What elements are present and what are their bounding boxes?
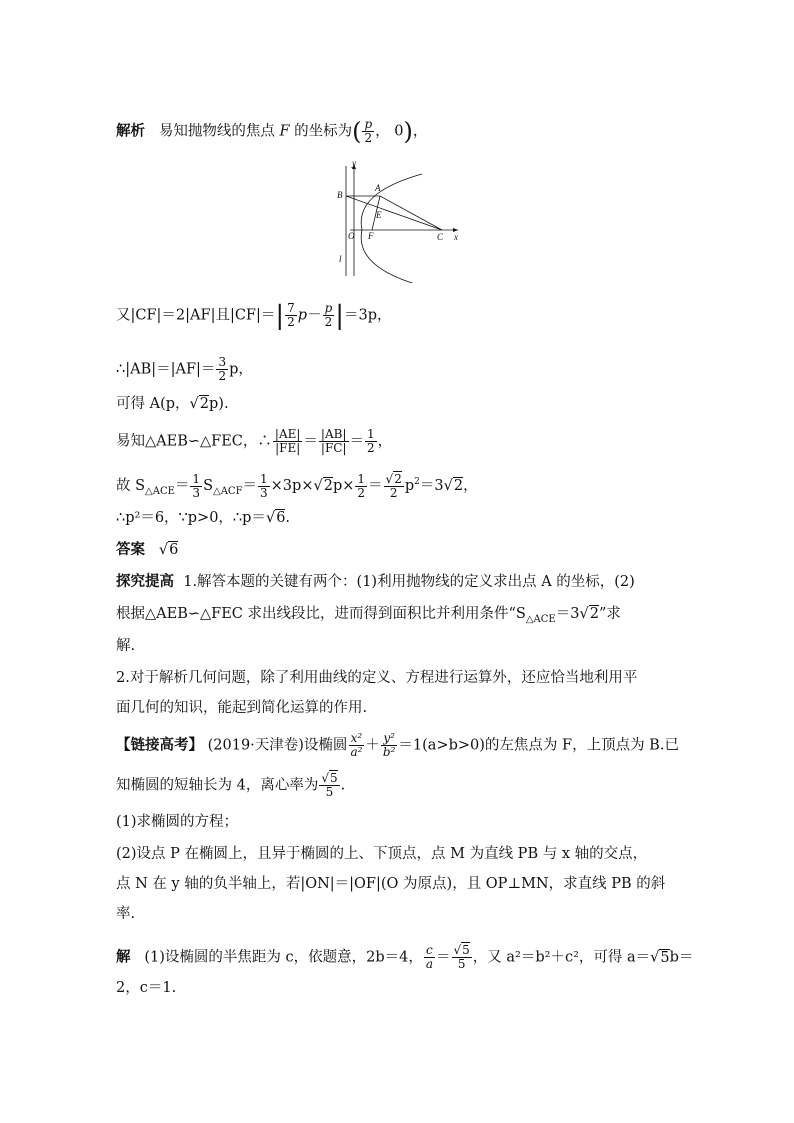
link-line-2: 知椭圆的短轴长为 4，离心率为 $\frac{√5}{5}$ . — [116, 771, 346, 799]
question-2-line-3: 率. — [116, 906, 136, 922]
analysis-line-2: 又|CF|＝2|AF|且|CF|＝| $\frac{7}{2}$ p－ $\frac{p}{2}$ |＝3p， — [116, 300, 392, 331]
link-line-1: 【链接高考】 (2019·天津卷)设椭圆 $\frac{\text{x²}}{\text{a²}}$ ＋ $\frac{\text{y²}}{\text{b²}}$ ＝1(a>b>0)的左焦点为 F，上顶点为 B.已 — [116, 731, 679, 759]
solution-line-2: 2，c＝1. — [116, 980, 177, 996]
solution-label: 解 — [116, 948, 131, 966]
label-point-f: F — [368, 231, 374, 241]
link-label: 【链接高考】 — [116, 736, 203, 754]
explore-line-2: 根据△AEB∽△FEC 求出线段比，进而得到面积比并利用条件“$S_{\triangle ACE}=3√2$”求 — [116, 606, 621, 625]
explore-line-3: 解. — [116, 638, 136, 654]
answer-label: 答案 — [116, 541, 145, 558]
label-point-e: E — [376, 210, 382, 220]
analysis-line-6: 故 $S_{\triangle ACE}=$ $\frac{1}{3}$ $S_{\triangle ACF}=$ $\frac{1}{3}$ ×3p×√2p× $\frac{1}{2}$ ＝ $\frac{√2}{2}$ $p^2=3√2$， — [116, 471, 478, 500]
analysis-line-1: 解析 易知抛物线的焦点 F 的坐标为( $\frac{p}{2}$ ， 0)， — [116, 117, 428, 146]
analysis-line-5: 易知△AEB∽△FEC，∴ $\frac{|AE|}{|FE|}$ ＝ $\frac{|AB|}{|FC|}$ ＝ $\frac{1}{2}$ ， — [116, 427, 393, 455]
analysis-line-3: ∴|AB|＝|AF|＝ $\frac{3}{2}$ p， — [116, 355, 253, 383]
label-line-l: l — [339, 254, 342, 264]
explore-line-5: 面几何的知识，能起到简化运算的作用. — [116, 700, 368, 716]
analysis-line-4: 可得 A(p，√2p). — [116, 396, 229, 412]
explore-label: 探究提高 — [116, 573, 174, 590]
label-point-b: B — [337, 190, 343, 200]
analysis-label: 解析 — [116, 122, 145, 140]
solution-line-1: 解 (1)设椭圆的半焦距为 c，依题意，2b＝4， $\frac{c}{a}$ ＝ $\frac{√5}{5}$ ，又 a²＝b²＋c²，可得 a＝√5b＝ — [116, 943, 694, 971]
parabola-diagram — [330, 158, 465, 283]
explore-line-4: 2.对于解析几何问题，除了利用曲线的定义、方程进行运算外，还应恰当地利用平 — [116, 670, 638, 686]
analysis-line-7: ∴p²＝6，∵p>0，∴p＝√6. — [116, 510, 291, 526]
label-point-c: C — [437, 232, 444, 242]
label-point-a: A — [375, 183, 381, 193]
question-1: (1)求椭圆的方程； — [116, 814, 239, 830]
answer-line: 答案 √6 — [116, 541, 179, 558]
fraction-p-over-2: $\frac{p}{2}$ — [364, 117, 373, 145]
label-point-o: O — [348, 231, 355, 241]
question-2-line-2: 点 N 在 y 轴的负半轴上，若|ON|＝|OF|(O 为原点)，且 OP⊥MN，求直线 PB 的斜 — [116, 876, 666, 892]
question-2-line-1: (2)设点 P 在椭圆上，且异于椭圆的上、下顶点，点 M 为直线 PB 与 x 轴的交点， — [116, 846, 648, 862]
label-y-axis: y — [352, 158, 356, 168]
label-x-axis: x — [454, 232, 458, 242]
explore-line-1: 探究提高 1.解答本题的关键有两个：(1)利用抛物线的定义求出点 A 的坐标，(2) — [116, 573, 635, 590]
